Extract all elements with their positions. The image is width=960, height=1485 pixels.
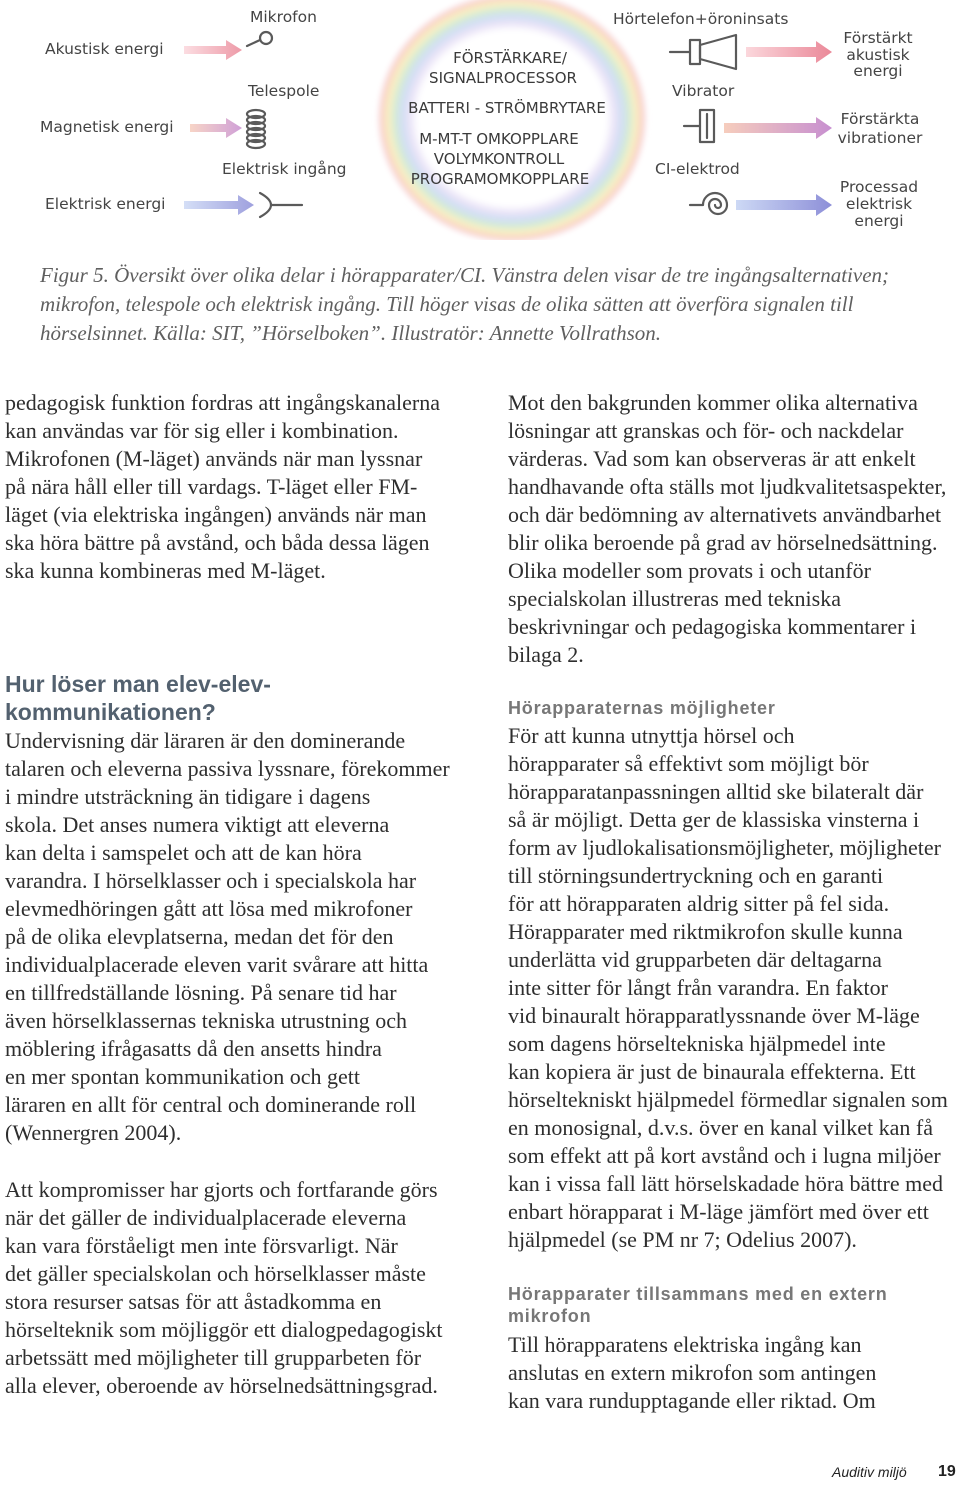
body-line: på nära håll eller till vardags. T-läget eller FM- [5, 474, 418, 499]
body-line: blir olika beroende på grad av hörselnedsättning. [508, 530, 938, 555]
body-line: när det gäller de individualplacerade eleverna [5, 1205, 407, 1230]
electric-input-arrow [184, 195, 254, 215]
figure-caption [40, 261, 889, 348]
body-line: i mindre utsträckning än tidigare i dagens [5, 784, 371, 809]
body-line: en tillfredställande lösning. På senare tid har [5, 980, 397, 1005]
audio-input-plug-icon [260, 193, 302, 217]
body-line: kan delta i samspelet och att de kan höra [5, 840, 362, 865]
body-line: form av ljudlokalisationsmöjligheter, möjligheter [508, 835, 941, 860]
amplified-acoustic-energy-label: Förstärkt [843, 29, 913, 47]
telecoil-label: Telespole [248, 82, 320, 100]
body-line: ska kunna kombineras med M-läget. [5, 558, 326, 583]
footer-publication-title: Auditiv miljö [832, 1464, 907, 1480]
processed-electric-energy-label: elektrisk [845, 195, 913, 213]
body-line: kan kopiera är just de binaurala effekterna. Ett [508, 1059, 916, 1084]
body-line: handhavande ofta ställs mot ljudkvalitetsaspekter, [508, 474, 947, 499]
body-line: bilaga 2. [508, 642, 584, 667]
body-line: enbart hörapparat i M-läge jämfört med över ett [508, 1199, 929, 1224]
body-line: det gäller specialskolan och hörselklasser måste [5, 1261, 426, 1286]
body-line: anslutas en extern mikrofon som antingen [508, 1360, 877, 1385]
processed-electric-energy-label: Processad [839, 178, 919, 196]
amplified-acoustic-energy-label: akustisk [846, 46, 910, 64]
body-line: kan vara rundupptagande eller riktad. Om [508, 1388, 876, 1413]
subheading-line: Hörapparater tillsammans med en extern [508, 1284, 888, 1304]
body-line: så är möjligt. Detta ger de klassiska vinsterna i [508, 807, 920, 832]
vibration-output-arrow [724, 117, 832, 139]
heading-line: kommunikationen? [5, 699, 216, 725]
right-paragraph-1 [508, 722, 948, 1254]
body-line: (Wennergren 2004). [5, 1120, 182, 1145]
left-paragraph-2 [5, 1176, 443, 1400]
processor-line: M-MT-T OMKOPPLARE [419, 130, 579, 148]
body-line: beskrivningar och pedagogiska kommentarer i [508, 614, 917, 639]
body-line: värderas. Vad som kan observeras är att enkelt [508, 446, 916, 471]
body-line: Mikrofonen (M-läget) används när man lyssnar [5, 446, 423, 471]
amplified-vibrations-label: vibrationer [837, 129, 923, 147]
body-line: arbetssätt med möjligheter till grupparbeten för [5, 1345, 422, 1370]
magnetic-input-arrow [190, 118, 242, 138]
acoustic-input-arrow [184, 40, 242, 60]
left-paragraph-1 [5, 727, 450, 1147]
body-line: kan i vissa fall lätt hörselskadade höra bättre med [508, 1171, 943, 1196]
body-line: hörapparatanpassningen alltid ske bilateralt där [508, 779, 924, 804]
acoustic-output-arrow [746, 41, 832, 63]
body-line: specialskolan illustreras med tekniska [508, 586, 841, 611]
amplified-vibrations-label: Förstärkta [840, 110, 920, 128]
section-heading [5, 670, 271, 726]
body-line: till störningsundertryckning och en garanti [508, 863, 884, 888]
subheading-hearing-aid-possibilities [508, 697, 776, 719]
body-line: Hörapparater med riktmikrofon skulle kunna [508, 919, 903, 944]
electric-output-arrow [736, 194, 832, 216]
caption-line: hörselsinnet. Källa: SIT, ”Hörselboken”. Illustratör: Annette Vollrathson. [40, 321, 662, 345]
microphone-icon [247, 32, 272, 46]
subheading-line: mikrofon [508, 1306, 592, 1326]
body-line: vid binauralt hörapparatlyssnande över M-läge [508, 1003, 920, 1028]
ci-electrode-label: CI-elektrod [655, 160, 740, 178]
earphone-label: Hörtelefon+öroninsats [613, 10, 789, 28]
vibrator-label: Vibrator [672, 82, 735, 100]
electric-energy-label: Elektrisk energi [45, 195, 166, 213]
processor-halo [377, 0, 647, 240]
body-line: läget (via elektriska ingången) används när man [5, 502, 427, 527]
earphone-icon [670, 35, 736, 69]
acoustic-energy-label: Akustisk energi [45, 40, 164, 58]
heading-line: Hur löser man elev-elev- [5, 671, 271, 697]
body-line: individualplacerade eleven varit svårare att hitta [5, 952, 429, 977]
magnetic-energy-label: Magnetisk energi [40, 118, 174, 136]
body-line: Olika modeller som provats i och utanför [508, 558, 871, 583]
body-line: läraren en allt för central och dominerande roll [5, 1092, 417, 1117]
body-line: och där bedömning av alternativets användbarhet [508, 502, 942, 527]
body-line: varandra. I hörselklasser och i specialskola har [5, 868, 417, 893]
body-line: lösningar att granskas och för- och nackdelar [508, 418, 904, 443]
body-line: även hörselklassernas tekniska utrustning och [5, 1008, 408, 1033]
body-line: hörseltekniskt hjälpmedel förmedlar signalen som [508, 1087, 948, 1112]
body-line: Att kompromisser har gjorts och fortfarande görs [5, 1177, 438, 1202]
electric-input-label: Elektrisk ingång [222, 160, 347, 178]
body-line: ska höra bättre på avstånd, och båda dessa lägen [5, 530, 430, 555]
body-line: Undervisning där läraren är den dominerande [5, 728, 406, 753]
body-line: hörapparater så effektivt som möjligt bör [508, 751, 869, 776]
body-line: en monosignal, d.v.s. över en kanal vilket kan få [508, 1115, 934, 1140]
right-paragraph-2 [508, 1331, 876, 1415]
body-line: hjälpmedel (se PM nr 7; Odelius 2007). [508, 1227, 857, 1252]
processed-electric-energy-label: energi [854, 212, 904, 230]
bone-vibrator-icon [684, 110, 714, 142]
subheading-line: Hörapparaternas möjligheter [508, 698, 776, 718]
body-line: alla elever, oberoende av hörselnedsättningsgrad. [5, 1373, 438, 1398]
processor-line: FÖRSTÄRKARE/ [453, 49, 567, 67]
body-line: pedagogisk funktion fordras att ingångskanalerna [5, 390, 440, 415]
body-line: Mot den bakgrunden kommer olika alternativa [508, 390, 918, 415]
page-number: 19 [938, 1463, 956, 1480]
processor-line: SIGNALPROCESSOR [429, 69, 577, 87]
body-line: kan användas var för sig eller i kombination. [5, 418, 399, 443]
body-line: som dagens hörseltekniska hjälpmedel inte [508, 1031, 886, 1056]
body-line: skola. Det anses numera viktigt att eleverna [5, 812, 390, 837]
right-intro-paragraph [508, 389, 946, 669]
body-line: talaren och eleverna passiva lyssnare, förekommer [5, 756, 450, 781]
body-line: elevmedhöringen gått att lösa med mikrofoner [5, 896, 413, 921]
body-line: underlätta vid grupparbeten där deltagarna [508, 947, 882, 972]
caption-line: Figur 5. Översikt över olika delar i hörapparater/CI. Vänstra delen visar de tre ingångsalternativen; [40, 263, 890, 287]
subheading-external-microphone [508, 1283, 888, 1327]
body-line: kan vara förståeligt men inte försvarligt. När [5, 1233, 398, 1258]
amplified-acoustic-energy-label: energi [853, 62, 903, 80]
ci-electrode-spiral-icon [690, 193, 727, 214]
body-line: stora resurser satsas för att åstadkomma en [5, 1289, 382, 1314]
body-line: på de olika elevplatserna, medan det för den [5, 924, 394, 949]
hearing-aid-overview-figure [0, 0, 960, 240]
body-line: som effekt att på kort avstånd och i lugna miljöer [508, 1143, 941, 1168]
processor-line: PROGRAMOMKOPPLARE [410, 170, 590, 188]
body-line: inte sitter för långt från varandra. En faktor [508, 975, 888, 1000]
telecoil-icon [247, 110, 265, 148]
caption-line: mikrofon, telespole och elektrisk ingång. Till höger visas de olika sätten att överföra signalen till [40, 292, 854, 316]
body-line: möblering ifrågasatts då den ansetts hindra [5, 1036, 382, 1061]
microphone-label: Mikrofon [250, 8, 317, 26]
processor-line: BATTERI - STRÖMBRYTARE [408, 99, 606, 117]
body-line: hörselteknik som möjliggör ett dialogpedagogiskt [5, 1317, 443, 1342]
body-line: För att kunna utnyttja hörsel och [508, 723, 795, 748]
body-line: en mer spontan kommunikation och gett [5, 1064, 360, 1089]
body-line: Till hörapparatens elektriska ingång kan [508, 1332, 862, 1357]
body-line: för att hörapparaten aldrig sitter på fel sida. [508, 891, 890, 916]
left-intro-paragraph [5, 389, 440, 585]
processor-line: VOLYMKONTROLL [433, 150, 565, 168]
